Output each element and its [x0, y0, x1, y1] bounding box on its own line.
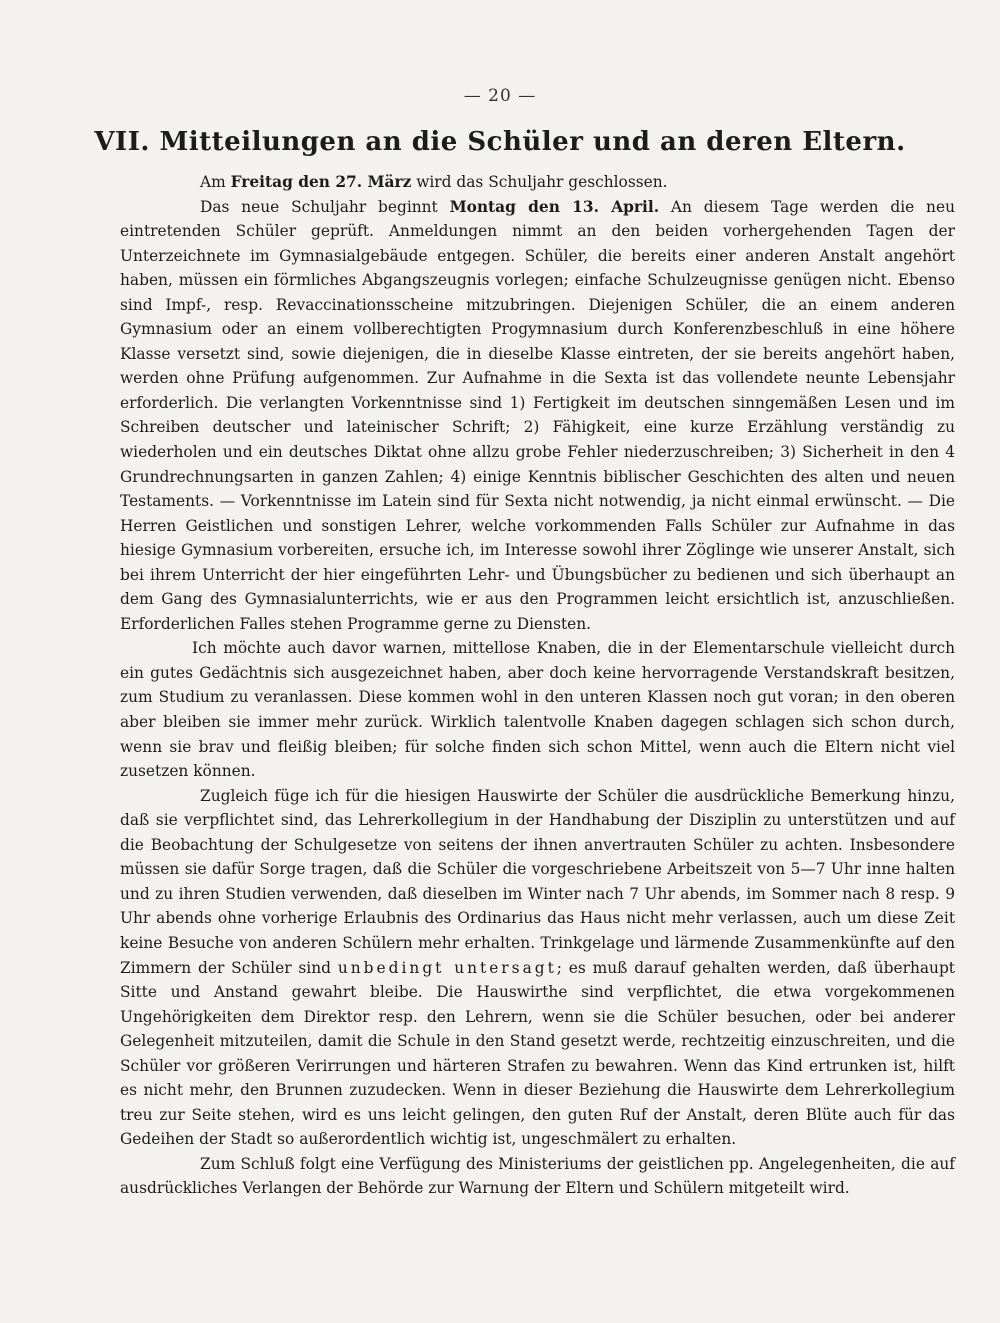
text-run: Am — [200, 173, 231, 191]
body-text — [120, 170, 955, 1201]
paragraph-new-year — [120, 195, 955, 637]
spaced-emphasis: unbedingt untersagt — [337, 958, 557, 977]
text-run: An diesem Tage werden die neu eintretenden Schüler geprüft. Anmeldungen nimmt an den beiden vorhergehenden Tagen der Unterzeichnete im Gymnasialgebäude entgegen. Schüler, die bereits einer anderen Anstalt angehört haben, müssen ein förmliches Abgangszeugnis vorlegen; einfache Schulzeugnisse genügen nicht. Ebenso sind Impf-, resp. Revaccinationsscheine mitzubringen. Diejenigen Schüler, die an einem anderen Gymnasium oder an einem vollberechtigten Progymnasium durch Konferenzbeschluß in eine höhere Klasse versetzt sind, sowie diejenigen, die in dieselbe Klasse eintreten, der sie bereits angehört haben, werden ohne Prüfung aufgenommen. Zur Aufnahme in die Sexta ist das vollendete neunte Lebensjahr erforderlich. Die verlangten Vorkenntnisse sind 1) Fertigkeit im deutschen sinngemäßen Lesen und im Schreiben deutscher und lateinischer Schrift; 2) Fähigkeit, eine kurze Erzählung verständig zu wiederholen und ein deutsches Diktat ohne allzu grobe Fehler niederzuschreiben; 3) Sicherheit in den 4 Grundrechnungsarten in ganzen Zahlen; 4) einige Kenntnis biblischer Geschichten des alten und neuen Testaments. — Vorkenntnisse im Latein sind für Sexta nicht notwendig, ja nicht einmal erwünscht. — Die Herren Geistlichen und sonstigen Lehrer, welche vorkommenden Falls Schüler zur Aufnahme in das hiesige Gymnasium vorbereiten, ersuche ich, im Interesse sowohl ihrer Zöglinge wie unserer Anstalt, sich bei ihrem Unterricht der hier eingeführten Lehr- und Übungsbücher zu bedienen und sich überhaupt an dem Gang des Gymnasialunterrichts, wie er aus den Programmen leicht ersichtlich ist, anzuschließen. Erforderlichen Falles stehen Programme gerne zu Diensten. — [120, 197, 955, 633]
text-run: Das neue Schuljahr beginnt — [200, 197, 450, 216]
paragraph-closing: Zum Schluß folgt eine Verfügung des Ministeriums der geistlichen pp. Angelegenheiten, die auf ausdrückliches Verlangen der Behörde zur Warnung der Eltern und Schülern mitgeteilt wird. — [120, 1154, 955, 1198]
start-date-bold: Montag den 13. April. — [449, 197, 660, 216]
paragraph-warning: Ich möchte auch davor warnen, mittellose Knaben, die in der Elementarschule vielleicht durch ein gutes Gedächtnis sich ausgezeichnet haben, aber doch keine hervorragende Verstandskraft besitzen, zum Studium zu veranlassen. Diese kommen wohl in den unteren Klassen noch gut voran; in den oberen aber bleiben sie immer mehr zurück. Wirklich talentvolle Knaben dagegen schlagen sich schon durch, wenn sie brav und fleißig bleiben; für solche finden sich schon Mittel, wenn auch die Eltern nicht viel zusetzen können. — [120, 639, 955, 781]
paragraph-hosts — [120, 784, 955, 1152]
text-run: Zugleich füge ich für die hiesigen Hauswirte der Schüler die ausdrückliche Bemerkung hinzu, daß sie verpflichtet sind, das Lehrerkollegium in der Handhabung der Disziplin zu unterstützen und auf die Beobachtung der Schulgesetze von seitens der ihnen anvertrauten Schüler zu achten. Insbesondere müssen sie dafür Sorge tragen, daß die Schüler die vorgeschriebene Arbeitszeit von 5—7 Uhr inne halten und zu ihren Studien verwenden, daß dieselben im Winter nach 7 Uhr abends, im Sommer nach 8 resp. 9 Uhr abends ohne vorherige Erlaubnis des Ordinarius das Haus nicht mehr verlassen, auch um diese Zeit keine Besuche von anderen Schülern mehr erhalten. Trinkgelage und lärmende Zusammenkünfte auf den Zimmern der Schüler sind — [120, 786, 955, 977]
close-date-bold: Freitag den 27. März — [230, 173, 412, 191]
page-number: — 20 — — [463, 86, 537, 106]
paragraph-close-date — [120, 170, 955, 195]
text-run: wird das Schuljahr geschlossen. — [411, 173, 668, 191]
text-run: ; es muß darauf gehalten werden, daß überhaupt Sitte und Anstand gewahrt bleibe. Die Hauswirthe sind verpflichtet, die etwa vorgekommenen Ungehörigkeiten dem Direktor resp. den Lehrern, wenn sie die Schüler besuchen, oder bei anderer Gelegenheit mitzuteilen, damit die Schule in den Stand gesetzt werde, rechtzeitig einzuschreiten, und die Schüler vor größeren Verirrungen und härteren Strafen zu bewahren. Wenn das Kind ertrunken ist, hilft es nicht mehr, den Brunnen zuzudecken. Wenn in dieser Beziehung die Hauswirte dem Lehrerkollegium treu zur Seite stehen, wird es uns leicht gelingen, den guten Ruf der Anstalt, deren Blüte auch für das Gedeihen der Stadt so außerordentlich wichtig ist, ungeschmälert zu erhalten. — [120, 958, 955, 1149]
section-heading: VII. Mitteilungen an die Schüler und an deren Eltern. — [94, 127, 906, 157]
